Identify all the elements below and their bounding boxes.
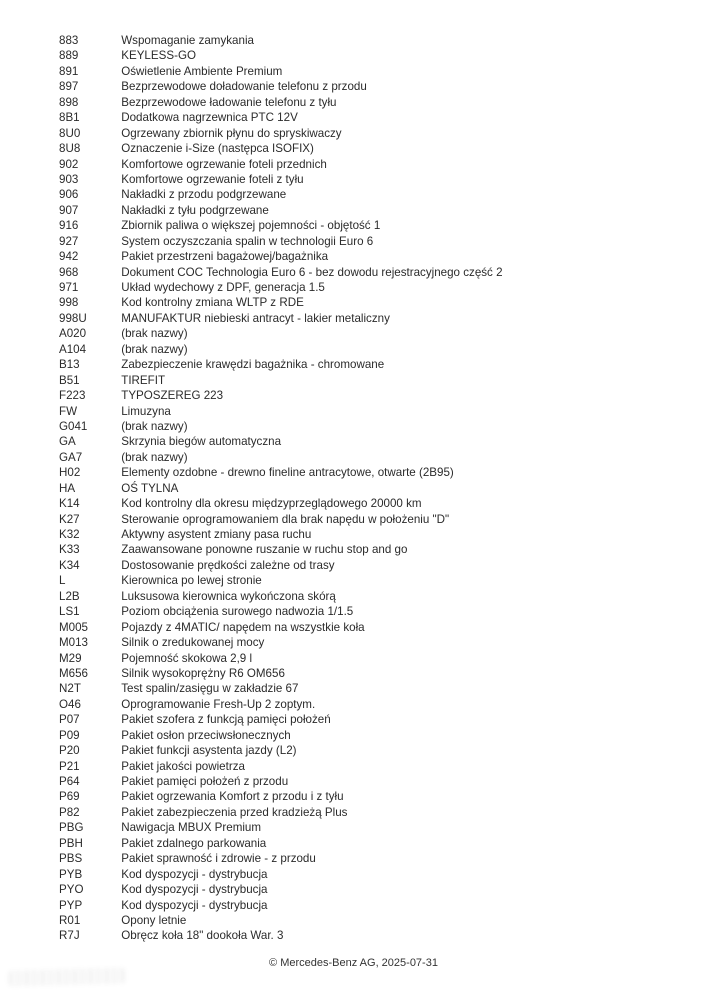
option-description: (brak nazwy) xyxy=(121,342,188,356)
option-description: Pakiet funkcji asystenta jazdy (L2) xyxy=(121,744,297,758)
table-row xyxy=(0,542,707,557)
option-description: Kod kontrolny zmiana WLTP z RDE xyxy=(121,296,304,310)
table-row xyxy=(0,234,707,249)
table-row xyxy=(0,419,707,434)
table-row xyxy=(0,743,707,758)
option-description: Kierownica po lewej stronie xyxy=(121,574,262,588)
option-code: 898 xyxy=(59,95,79,109)
table-row xyxy=(0,110,707,125)
option-code: R7J xyxy=(59,929,80,943)
table-row xyxy=(0,651,707,666)
table-row xyxy=(0,851,707,866)
option-code: PBG xyxy=(59,821,84,835)
option-description: Dostosowanie prędkości zależne od trasy xyxy=(121,558,335,572)
option-description: Dodatkowa nagrzewnica PTC 12V xyxy=(121,111,298,125)
copyright-text: © Mercedes-Benz AG, 2025-07-31 xyxy=(269,957,438,969)
option-code: P09 xyxy=(59,728,80,742)
table-row xyxy=(0,666,707,681)
option-code: GA xyxy=(59,435,76,449)
option-code: 916 xyxy=(59,219,79,233)
option-code: P21 xyxy=(59,759,80,773)
option-description: Obręcz koła 18" dookoła War. 3 xyxy=(121,929,284,943)
option-code: M005 xyxy=(59,620,89,634)
option-description: Oświetlenie Ambiente Premium xyxy=(121,64,283,78)
table-row xyxy=(0,388,707,403)
option-code: A104 xyxy=(59,342,87,356)
option-description: Dokument COC Technologia Euro 6 - bez dowodu rejestracyjnego część 2 xyxy=(121,265,503,279)
table-row xyxy=(0,820,707,835)
table-row xyxy=(0,326,707,341)
table-row xyxy=(0,373,707,388)
option-code: 906 xyxy=(59,188,79,202)
table-row xyxy=(0,496,707,511)
option-code: 891 xyxy=(59,64,79,78)
option-code: P20 xyxy=(59,744,80,758)
option-code: B13 xyxy=(59,358,80,372)
option-description: Pakiet sprawność i zdrowie - z przodu xyxy=(121,852,316,866)
option-description: Pakiet jakości powietrza xyxy=(121,759,245,773)
table-row xyxy=(0,558,707,573)
option-description: TYPOSZEREG 223 xyxy=(121,389,224,403)
table-row xyxy=(0,882,707,897)
option-description: TIREFIT xyxy=(121,373,166,387)
option-code: 903 xyxy=(59,172,79,186)
option-description: Bezprzewodowe ładowanie telefonu z tyłu xyxy=(121,95,337,109)
option-description: Pakiet osłon przeciwsłonecznych xyxy=(121,728,291,742)
option-code: F223 xyxy=(59,389,86,403)
option-code: R01 xyxy=(59,913,81,927)
option-code: O46 xyxy=(59,697,81,711)
option-description: (brak nazwy) xyxy=(121,450,188,464)
option-code: 907 xyxy=(59,203,79,217)
option-description: Nakładki z przodu podgrzewane xyxy=(121,188,287,202)
option-code: 998 xyxy=(59,296,79,310)
option-code: PYO xyxy=(59,883,84,897)
table-row xyxy=(0,512,707,527)
table-row xyxy=(0,95,707,110)
option-code: A020 xyxy=(59,327,87,341)
option-description: Oprogramowanie Fresh-Up 2 zoptym. xyxy=(121,697,316,711)
option-code: K27 xyxy=(59,512,80,526)
option-description: Poziom obciążenia surowego nadwozia 1/1.5 xyxy=(121,605,354,619)
option-code: L2B xyxy=(59,589,80,603)
option-description: Sterowanie oprogramowaniem dla brak napędu w położeniu "D" xyxy=(121,512,450,526)
table-row xyxy=(0,573,707,588)
option-description: Luksusowa kierownica wykończona skórą xyxy=(121,589,336,603)
table-row xyxy=(0,33,707,48)
option-description: Nakładki z tyłu podgrzewane xyxy=(121,203,269,217)
table-row xyxy=(0,434,707,449)
option-code: 942 xyxy=(59,250,79,264)
table-row xyxy=(0,311,707,326)
table-row xyxy=(0,465,707,480)
option-description: Kod dyspozycji - dystrybucja xyxy=(121,867,268,881)
option-description: Zaawansowane ponowne ruszanie w ruchu stop and go xyxy=(121,543,408,557)
option-code: L xyxy=(59,574,66,588)
option-description: Pakiet pamięci położeń z przodu xyxy=(121,775,289,788)
option-description: Pakiet zdalnego parkowania xyxy=(121,836,267,850)
equipment-list xyxy=(0,33,707,944)
table-row xyxy=(0,620,707,635)
table-row xyxy=(0,789,707,804)
option-description: Kod dyspozycji - dystrybucja xyxy=(121,883,268,897)
table-row xyxy=(0,913,707,928)
option-code: PBH xyxy=(59,836,83,850)
option-description: Zbiornik paliwa o większej pojemności - objętość 1 xyxy=(121,219,381,233)
option-description: Komfortowe ogrzewanie foteli z tyłu xyxy=(121,172,304,186)
table-row xyxy=(0,249,707,264)
option-description: Pojazdy z 4MATIC/ napędem na wszystkie koła xyxy=(121,620,365,634)
table-row xyxy=(0,342,707,357)
option-description: System oczyszczania spalin w technologii Euro 6 xyxy=(121,234,374,248)
option-description: Kod kontrolny dla okresu międzyprzeglądowego 20000 km xyxy=(121,497,422,511)
table-row xyxy=(0,898,707,913)
option-code: K14 xyxy=(59,497,80,511)
option-code: 968 xyxy=(59,265,79,279)
option-code: N2T xyxy=(59,682,81,696)
table-row xyxy=(0,450,707,465)
option-description: (brak nazwy) xyxy=(121,327,188,341)
option-code: K33 xyxy=(59,543,80,557)
option-code: K32 xyxy=(59,528,80,541)
option-code: LS1 xyxy=(59,605,80,619)
table-row xyxy=(0,404,707,419)
option-description: Skrzynia biegów automatyczna xyxy=(121,435,282,449)
option-description: Pakiet przestrzeni bagażowej/bagażnika xyxy=(121,250,329,264)
table-row xyxy=(0,527,707,542)
table-row xyxy=(0,218,707,233)
option-description: Komfortowe ogrzewanie foteli przednich xyxy=(121,157,327,171)
table-row xyxy=(0,836,707,851)
option-description: Wspomaganie zamykania xyxy=(121,34,254,47)
table-row xyxy=(0,759,707,774)
option-code: H02 xyxy=(59,466,81,480)
option-code: 889 xyxy=(59,49,79,63)
table-row xyxy=(0,681,707,696)
table-row xyxy=(0,295,707,310)
option-description: Zabezpieczenie krawędzi bagażnika - chromowane xyxy=(121,358,385,372)
option-code: M656 xyxy=(59,666,89,680)
option-description: Elementy ozdobne - drewno fineline antracytowe, otwarte (2B95) xyxy=(121,466,454,480)
option-code: 998U xyxy=(59,311,87,325)
option-code: P64 xyxy=(59,775,80,788)
table-row xyxy=(0,928,707,943)
option-code: 897 xyxy=(59,80,79,94)
option-code: 8U8 xyxy=(59,142,81,156)
table-row xyxy=(0,481,707,496)
option-code: 8U0 xyxy=(59,126,81,140)
table-row xyxy=(0,697,707,712)
option-description: Test spalin/zasięgu w zakładzie 67 xyxy=(121,682,299,696)
table-row xyxy=(0,203,707,218)
table-row xyxy=(0,357,707,372)
table-row xyxy=(0,187,707,202)
option-description: Opony letnie xyxy=(121,913,187,927)
table-row xyxy=(0,64,707,79)
table-row xyxy=(0,635,707,650)
table-row xyxy=(0,867,707,882)
option-description: OŚ TYLNA xyxy=(121,481,179,495)
option-code: FW xyxy=(59,404,78,418)
option-description: Pakiet szofera z funkcją pamięci położeń xyxy=(121,713,331,727)
option-description: Limuzyna xyxy=(121,404,171,418)
table-row xyxy=(0,79,707,94)
option-code: PBS xyxy=(59,852,83,866)
option-description: Pakiet zabezpieczenia przed kradzieżą Plus xyxy=(121,805,348,819)
table-row xyxy=(0,172,707,187)
option-description: (brak nazwy) xyxy=(121,419,188,433)
option-code: HA xyxy=(59,481,76,495)
option-code: P69 xyxy=(59,790,80,804)
option-description: KEYLESS-GO xyxy=(121,49,196,63)
option-code: 883 xyxy=(59,34,79,47)
option-code: P82 xyxy=(59,805,80,819)
option-description: MANUFAKTUR niebieski antracyt - lakier metaliczny xyxy=(121,311,390,325)
table-row xyxy=(0,48,707,63)
option-description: Silnik wysokoprężny R6 OM656 xyxy=(121,666,285,680)
option-code: M013 xyxy=(59,636,89,650)
table-row xyxy=(0,157,707,172)
option-description: Bezprzewodowe doładowanie telefonu z przodu xyxy=(121,80,367,94)
option-description: Silnik o zredukowanej mocy xyxy=(121,636,265,650)
option-code: 8B1 xyxy=(59,111,80,125)
option-description: Aktywny asystent zmiany pasa ruchu xyxy=(121,528,312,541)
option-code: 971 xyxy=(59,281,79,294)
option-description: Ogrzewany zbiornik płynu do spryskiwaczy xyxy=(121,126,342,140)
option-description: Pakiet ogrzewania Komfort z przodu i z tyłu xyxy=(121,790,344,804)
option-code: P07 xyxy=(59,713,80,727)
table-row xyxy=(0,280,707,295)
table-row xyxy=(0,805,707,820)
option-description: Układ wydechowy z DPF, generacja 1.5 xyxy=(121,281,325,294)
option-code: G041 xyxy=(59,419,88,433)
table-row xyxy=(0,141,707,156)
option-code: K34 xyxy=(59,558,80,572)
option-code: PYP xyxy=(59,898,83,912)
option-code: B51 xyxy=(59,373,80,387)
table-row xyxy=(0,126,707,141)
table-row xyxy=(0,265,707,280)
option-code: GA7 xyxy=(59,450,83,464)
option-description: Pojemność skokowa 2,9 l xyxy=(121,651,253,665)
table-row xyxy=(0,728,707,743)
option-code: PYB xyxy=(59,867,83,881)
option-description: Oznaczenie i-Size (następca ISOFIX) xyxy=(121,142,314,156)
table-row xyxy=(0,604,707,619)
option-code: 902 xyxy=(59,157,79,171)
option-code: M29 xyxy=(59,651,82,665)
option-description: Nawigacja MBUX Premium xyxy=(121,821,262,835)
option-description: Kod dyspozycji - dystrybucja xyxy=(121,898,268,912)
option-code: 927 xyxy=(59,234,79,248)
table-row xyxy=(0,712,707,727)
table-row xyxy=(0,774,707,789)
table-row xyxy=(0,589,707,604)
watermark xyxy=(8,967,126,986)
